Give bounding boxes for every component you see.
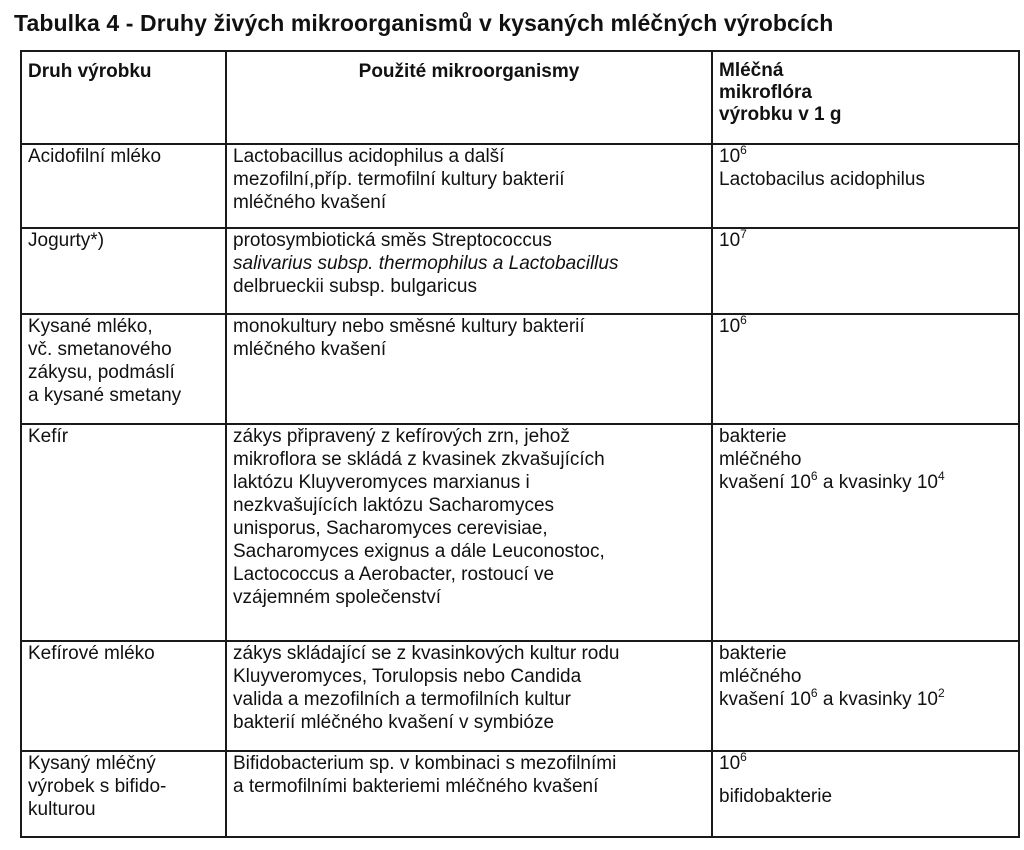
microorganisms-line: mezofilní,příp. termofilní kultury bakterií [233,169,565,190]
microorganisms-table [20,50,1020,838]
microorganisms-cell [226,424,712,641]
microflora-text: a kvasinky 10 [817,689,938,710]
microflora-cell [712,228,1019,314]
microorganisms-line: Bifidobacterium sp. v kombinaci s mezofilními [233,753,617,774]
microflora-value [719,226,1012,252]
microflora-line: mléčného [719,666,802,687]
table-row [21,424,1019,641]
product-cell [21,751,226,837]
product-cell [21,144,226,228]
microflora-line: bakterie [719,643,787,664]
product-cell [21,424,226,641]
header-product-type: Druh výrobku [21,51,226,144]
microflora-cell [712,314,1019,424]
microorganisms-line: vzájemném společenství [233,587,442,608]
microorganisms-cell [226,314,712,424]
microorganisms-line: zákys skládající se z kvasinkových kultur rodu [233,643,620,664]
microorganisms-line: Lactobacillus acidophilus a další [233,146,505,167]
microflora-text: kvašení 10 [719,689,811,710]
table-row [21,641,1019,751]
header-microflora [712,51,1019,144]
product-line: výrobek s bifido- [28,776,167,797]
header-microflora-line1: Mléčná [719,60,784,81]
microorganisms-line: Sacharomyces exignus a dále Leuconostoc, [233,541,605,562]
microorganisms-line: a termofilními bakteriemi mléčného kvašení [233,776,599,797]
product-line: Jogurty*) [28,230,105,251]
microorganisms-cell [226,641,712,751]
microorganisms-line: zákys připravený z kefírových zrn, jehož [233,426,570,447]
microflora-line [719,468,1012,494]
power-base: 10 [719,316,741,337]
product-line: kulturou [28,799,96,820]
microorganisms-line: delbrueckii subsp. bulgaricus [233,276,477,297]
microorganisms-line: nezkvašujících laktózu Sacharomyces [233,495,555,516]
power-base: 10 [719,753,741,774]
header-microflora-line3: výrobku v 1 g [719,104,842,125]
microflora-value [719,749,1012,775]
power-exponent: 6 [740,749,747,764]
microorganisms-line: mléčného kvašení [233,192,387,213]
microflora-text: a kvasinky 10 [817,472,938,493]
product-line: Kefírové mléko [28,643,155,664]
power-exponent: 6 [740,312,747,327]
product-line: Kefír [28,426,69,447]
table-row [21,314,1019,424]
product-line: vč. smetanového [28,339,172,360]
product-cell [21,641,226,751]
microorganisms-line: valida a mezofilních a termofilních kultur [233,689,571,710]
product-line: Acidofilní mléko [28,146,162,167]
microorganisms-cell [226,228,712,314]
power-exponent: 7 [740,226,747,241]
product-line: Kysaný mléčný [28,753,156,774]
microflora-line: bakterie [719,426,787,447]
microflora-line [719,685,1012,711]
microorganisms-line: protosymbiotická směs Streptococcus [233,230,552,251]
table-row [21,144,1019,228]
microorganisms-line: laktózu Kluyveromyces marxianus i [233,472,530,493]
power-exponent: 6 [740,142,747,157]
microflora-cell [712,641,1019,751]
table-row [21,228,1019,314]
microorganisms-line: Lactococcus a Aerobacter, rostoucí ve [233,564,555,585]
product-line: Kysané mléko, [28,316,153,337]
power-base: 10 [719,146,741,167]
microflora-cell [712,424,1019,641]
microorganisms-line: unisporus, Sacharomyces cerevisiae, [233,518,548,539]
microflora-line: mléčného [719,449,802,470]
product-line: a kysané smetany [28,385,182,406]
microorganisms-line: Kluyveromyces, Torulopsis nebo Candida [233,666,582,687]
table-row [21,751,1019,837]
microflora-cell [712,751,1019,837]
power-exponent: 6 [810,468,818,483]
microorganisms-cell [226,144,712,228]
product-cell [21,314,226,424]
product-cell [21,228,226,314]
microflora-text: kvašení 10 [719,472,811,493]
microflora-value [719,142,1012,168]
microorganisms-line: bakterií mléčného kvašení v symbióze [233,712,555,733]
table-title: Tabulka 4 - Druhy živých mikroorganismů v kysaných mléčných výrobcích [14,10,834,36]
power-base: 10 [719,230,741,251]
microorganisms-line: salivarius subsp. thermophilus a Lactobacillus [233,253,619,274]
product-line: zákysu, podmáslí [28,362,175,383]
microorganisms-line: mikroflora se skládá z kvasinek zkvašujících [233,449,605,470]
microflora-cell [712,144,1019,228]
power-exponent: 2 [938,685,945,700]
header-microorganisms: Použité mikroorganismy [226,51,712,144]
header-row [21,51,1019,144]
header-microflora-line2: mikroflóra [719,82,812,103]
microorganisms-cell [226,751,712,837]
power-exponent: 4 [938,468,945,483]
power-exponent: 6 [810,685,818,700]
microflora-organism: Lactobacilus acidophilus [719,169,925,190]
microflora-value [719,312,1012,338]
microflora-organism: bifidobakterie [719,786,833,807]
microorganisms-line: mléčného kvašení [233,339,387,360]
microorganisms-line: monokultury nebo směsné kultury bakterií [233,316,585,337]
